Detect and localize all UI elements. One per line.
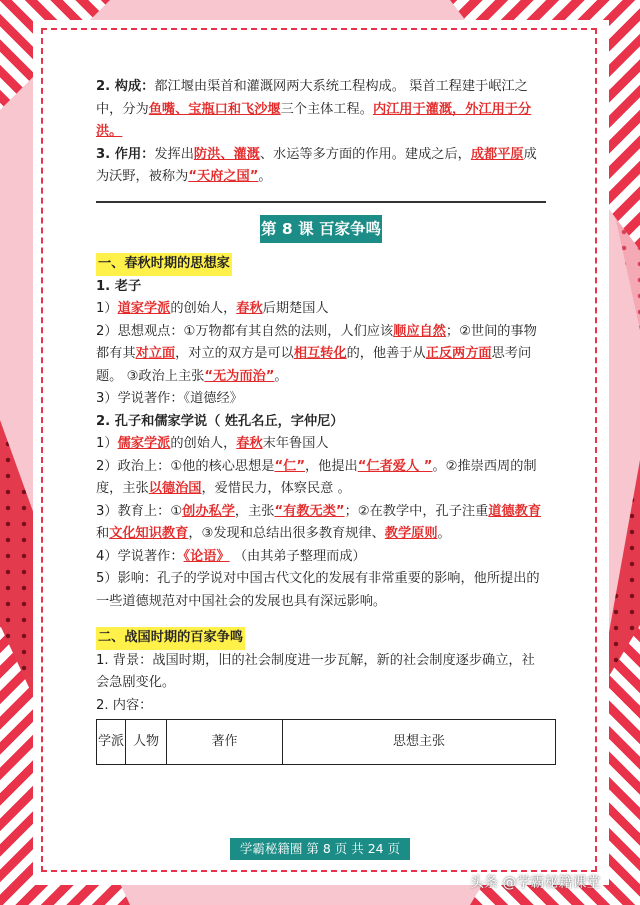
kongzi-title: 2. 孔子和儒家学说（ 姓孔名丘，字仲尼） <box>96 413 344 429</box>
key-term: “有教无类” <box>274 503 345 519</box>
text: 1） <box>96 301 118 316</box>
text: 成为沃野，被称为 <box>96 146 537 184</box>
kongzi-line2 <box>96 456 546 501</box>
text: ，主张 <box>234 503 275 519</box>
text: ，爱惜民力，体察民意 。 <box>201 481 351 496</box>
key-term: 鱼嘴、宝瓶口和飞沙堰 <box>148 101 281 117</box>
text: （由其弟子整理而成） <box>229 548 366 564</box>
text: 和 <box>96 526 110 541</box>
key-term: 以德治国 <box>148 481 202 496</box>
text: 的，他善于从 <box>346 346 426 361</box>
text: 。 <box>274 368 288 384</box>
key-term: 正反两方面 <box>425 346 492 361</box>
key-term: “天府之国” <box>188 169 259 184</box>
text: 4）学说著作： <box>96 548 184 564</box>
section-heading-text: 二、战国时期的百家争鸣 <box>96 627 245 650</box>
background-paragraph: 1. 背景：战国时期，旧的社会制度进一步瓦解，新的社会制度逐步确立，社会急剧变化。 <box>96 652 535 690</box>
table-header-cell: 学派 <box>97 720 126 765</box>
key-term: 儒家学派 <box>117 436 171 451</box>
laozi-title: 1. 老子 <box>96 278 142 294</box>
text: 发挥出 <box>154 146 194 162</box>
laozi-line1 <box>96 298 546 321</box>
text: 思考问题。 ③政治上主张 <box>96 346 532 384</box>
text: 都江堰由渠首和灌溉网两大系统工程构成。 渠首工程建于岷江之中，分为 <box>96 79 528 117</box>
label: 2. 构成： <box>96 79 155 94</box>
text: 后期楚国人 <box>262 301 329 316</box>
text: 。 <box>437 526 451 541</box>
construction-paragraph <box>96 76 546 144</box>
text: 2）政治上：①他的核心思想是 <box>96 458 275 474</box>
key-term: 《论语》 <box>183 548 230 564</box>
key-term: “仁” <box>274 458 305 474</box>
key-term: “仁者爱人 ” <box>357 458 433 474</box>
text: 的创始人， <box>170 301 237 316</box>
watermark: 头条 @学霸秘籍课堂 <box>470 875 601 891</box>
key-term: 道德教育 <box>488 503 542 519</box>
text: 末年鲁国人 <box>262 436 329 451</box>
table-header-cell: 思想主张 <box>283 720 556 765</box>
kongzi-line5: 5）影响：孔子的学说对中国古代文化的发展有非常重要的影响，他所提出的一些道德规范对中国社会的发展也具有深远影响。 <box>96 571 540 609</box>
key-term: 对立面 <box>135 346 176 361</box>
key-term: “无为而治” <box>204 368 275 384</box>
key-term: 防洪、灌溉 <box>193 146 260 162</box>
key-term: 文化知识教育 <box>109 526 189 541</box>
key-term: 顺应自然 <box>393 323 446 339</box>
key-term: 教学原则 <box>384 526 438 541</box>
section-heading <box>96 627 546 650</box>
table-header-row <box>97 720 556 765</box>
function-paragraph <box>96 144 546 189</box>
kongzi-line3 <box>96 501 546 546</box>
key-term: 内江用于灌溉，外江用于分洪。 <box>96 101 532 139</box>
key-term: 春秋 <box>236 301 263 316</box>
label: 3. 作用： <box>96 146 155 162</box>
text: 。②推崇西周的制度，主张 <box>96 458 537 496</box>
key-term: 道家学派 <box>117 301 171 316</box>
divider <box>96 201 546 203</box>
text: ，③发现和总结出很多教育规律、 <box>188 526 385 541</box>
key-term: 创办私学 <box>182 503 235 519</box>
content-label: 2. 内容： <box>96 697 153 713</box>
text: ；②在教学中，孔子注重 <box>344 503 489 519</box>
kongzi-line4 <box>96 546 546 569</box>
text: 的创始人， <box>170 436 237 451</box>
text: ，他提出 <box>305 458 358 474</box>
laozi-line3: 3）学说著作：《道德经》 <box>96 391 243 406</box>
text: ，对立的双方是可以 <box>175 346 294 361</box>
key-term: 成都平原 <box>470 146 524 162</box>
text: ；②世间的事物都有其 <box>96 323 537 361</box>
kongzi-line1 <box>96 433 546 456</box>
text: 2）思想观点：①万物都有其自然的法则，人们应该 <box>96 323 394 339</box>
section-heading-text: 一、春秋时期的思想家 <box>96 253 232 276</box>
lesson-title: 第 8 课 百家争鸣 <box>260 215 382 244</box>
text: 3）教育上：① <box>96 503 183 519</box>
text: 。 <box>258 169 272 184</box>
page-footer: 学霸秘籍圈 第 8 页 共 24 页 <box>230 838 410 860</box>
schools-table <box>96 719 556 765</box>
laozi-line2 <box>96 321 546 389</box>
text: 、水运等多方面的作用。建成之后， <box>259 146 471 162</box>
text: 三个主体工程。 <box>280 101 373 117</box>
key-term: 春秋 <box>236 436 263 451</box>
key-term: 相互转化 <box>293 346 347 361</box>
table-header-cell: 人物 <box>126 720 167 765</box>
section-heading <box>96 253 546 276</box>
document-body <box>96 76 546 765</box>
table-header-cell: 著作 <box>167 720 283 765</box>
text: 1） <box>96 436 118 451</box>
